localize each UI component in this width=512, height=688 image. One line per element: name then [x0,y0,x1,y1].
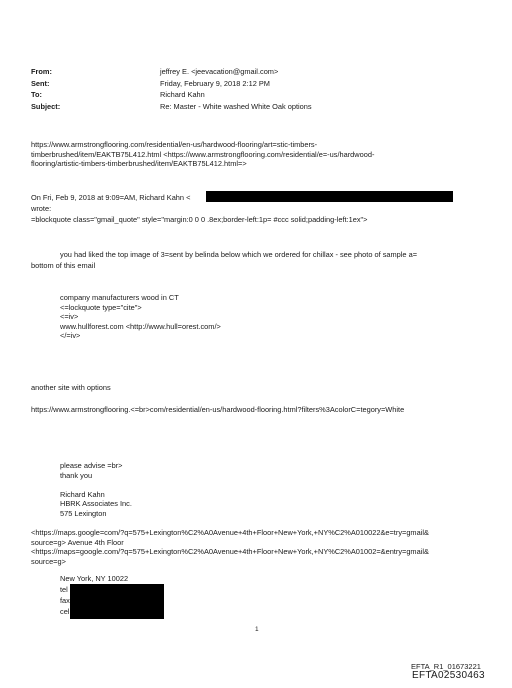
from-value: jeffrey E. <jeevacation@gmail.com> [160,67,279,76]
signature-line: HBRK Associates Inc. [60,499,132,509]
maps-line: <https://maps.google=com/?q=575+Lexington%C2%A0Avenue+4th+Floor+New+York,+NY%C2%A010022&e=try=gmail& [31,528,429,537]
signature-line: 575 Lexington [60,508,107,518]
city-line: New York, NY 10022 [60,574,129,583]
signature-line: Richard Kahn [60,489,105,499]
redaction-bar [70,584,164,619]
quote-intro-line: On Fri, Feb 9, 2018 at 9:09=AM, Richard Kahn < [31,193,191,202]
tel-label: tel [60,585,68,594]
cel-label: cel [60,607,70,616]
company-line: <=iv> [60,312,79,322]
signature-block [60,461,132,519]
redaction-bar [206,191,453,202]
maps-line: source=g> Avenue 4th Floor [31,537,124,547]
para-line: bottom of this email [31,261,96,270]
maps-block [31,528,429,566]
company-block [60,293,221,341]
to-value: Richard Kahn [160,90,205,99]
company-line: <=lockquote type="cite"> [60,302,142,312]
fax-label: fax [60,596,70,605]
url-line: flooring/artistic-timbers-timberbrushed/item/EAKTB75L412.html=> [31,159,247,169]
bates-number-small: EFTA_R1_01673221 [411,662,481,671]
maps-line: <https://maps=google.com/?q=575+Lexington%C2%A0Avenue+4th+Floor+New+York,+NY%C2%A01002=&entry=gmail& [31,547,429,557]
blockquote-line: =blockquote class="gmail_quote" style="margin:0 0 0 .8ex;border-left:1p= #ccc solid;padding-left:1ex"> [31,215,368,224]
para-line: you had liked the top image of 3=sent by belinda below which we ordered for chillax - see photo of sample a= [60,250,418,259]
to-label: To: [31,90,42,99]
subject-value: Re: Master - White washed White Oak options [160,102,312,111]
url-block [31,140,374,169]
subject-label: Subject: [31,102,61,111]
wrote-label: wrote: [31,204,52,213]
sent-label: Sent: [31,79,50,88]
another-site-line: another site with options [31,383,111,392]
company-line: company manufacturers wood in CT [60,293,179,302]
armstrong-url-line: https://www.armstrongflooring.<=br>com/residential/en-us/hardwood-flooring.html?filters%3AcolorC=tegory=White [31,405,405,414]
page-number: 1 [255,626,259,633]
url-line: timberbrushed/item/EAKTB75L412.html <https://www.armstrongflooring.com/residential/e=-us/hardwood- [31,149,375,159]
sent-value: Friday, February 9, 2018 2:12 PM [160,79,270,88]
company-line: www.hullforest.com <http://www.hull=orest.com/> [60,321,221,331]
signature-line [60,480,132,490]
signature-line: please advise =br> [60,461,123,470]
url-line: https://www.armstrongflooring.com/residential/en-us/hardwood-flooring/art=stic-timbers- [31,140,318,149]
bates-number-large: EFTA02530463 [412,670,485,681]
maps-line: source=g> [31,556,66,566]
signature-line: thank you [60,470,93,480]
from-label: From: [31,67,52,76]
company-line: </=iv> [60,331,81,341]
